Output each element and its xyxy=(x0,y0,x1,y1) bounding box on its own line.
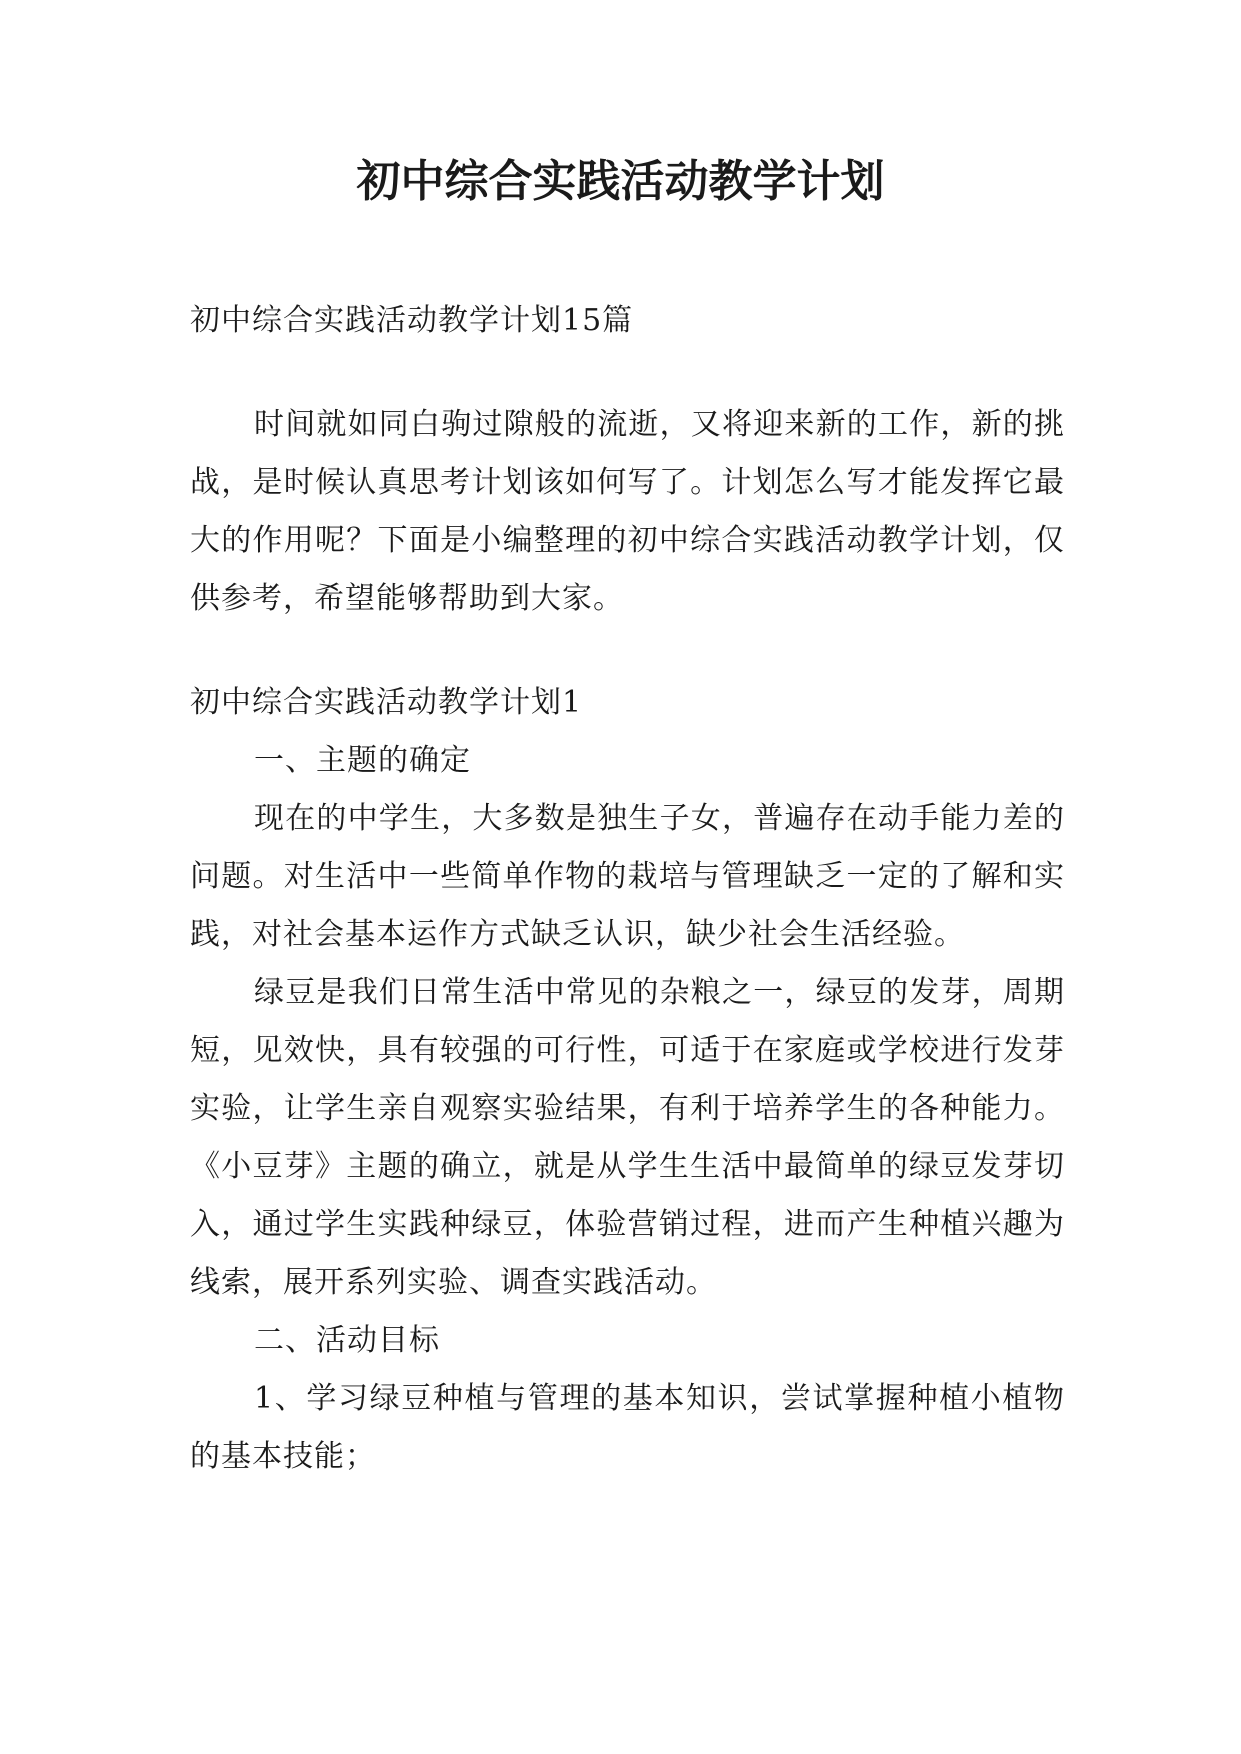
goal-item-1: 1、学习绿豆种植与管理的基本知识，尝试掌握种植小植物的基本技能； xyxy=(190,1381,1065,1474)
intro-paragraph: 时间就如同白驹过隙般的流逝，又将迎来新的工作，新的挑战，是时候认真思考计划该如何写了。计划怎么写才能发挥它最大的作用呢？下面是小编整理的初中综合实践活动教学计划，仅供参考，希望能够帮助到大家。 xyxy=(190,407,1065,616)
spacer xyxy=(190,350,1065,396)
paragraph-students: 现在的中学生，大多数是独生子女，普遍存在动手能力差的问题。对生活中一些简单作物的栽培与管理缺乏一定的了解和实践，对社会基本运作方式缺乏认识，缺少社会生活经验。 xyxy=(190,801,1065,952)
paragraph-mung-bean: 绿豆是我们日常生活中常见的杂粮之一，绿豆的发芽，周期短，见效快，具有较强的可行性，可适于在家庭或学校进行发芽实验，让学生亲自观察实验结果，有利于培养学生的各种能力。《小豆芽》主题的确立，就是从学生生活中最简单的绿豆发芽切入，通过学生实践种绿豆，体验营销过程，进而产生种植兴趣为线索，展开系列实验、调查实践活动。 xyxy=(190,975,1065,1300)
document-body xyxy=(190,292,1065,1486)
document-subtitle: 初中综合实践活动教学计划15篇 xyxy=(190,303,634,338)
spacer xyxy=(190,628,1065,674)
section-heading: 初中综合实践活动教学计划1 xyxy=(190,685,583,720)
part-heading-topic: 一、主题的确定 xyxy=(254,743,471,778)
part-heading-goals: 二、活动目标 xyxy=(254,1323,440,1358)
document-title: 初中综合实践活动教学计划 xyxy=(356,156,885,207)
